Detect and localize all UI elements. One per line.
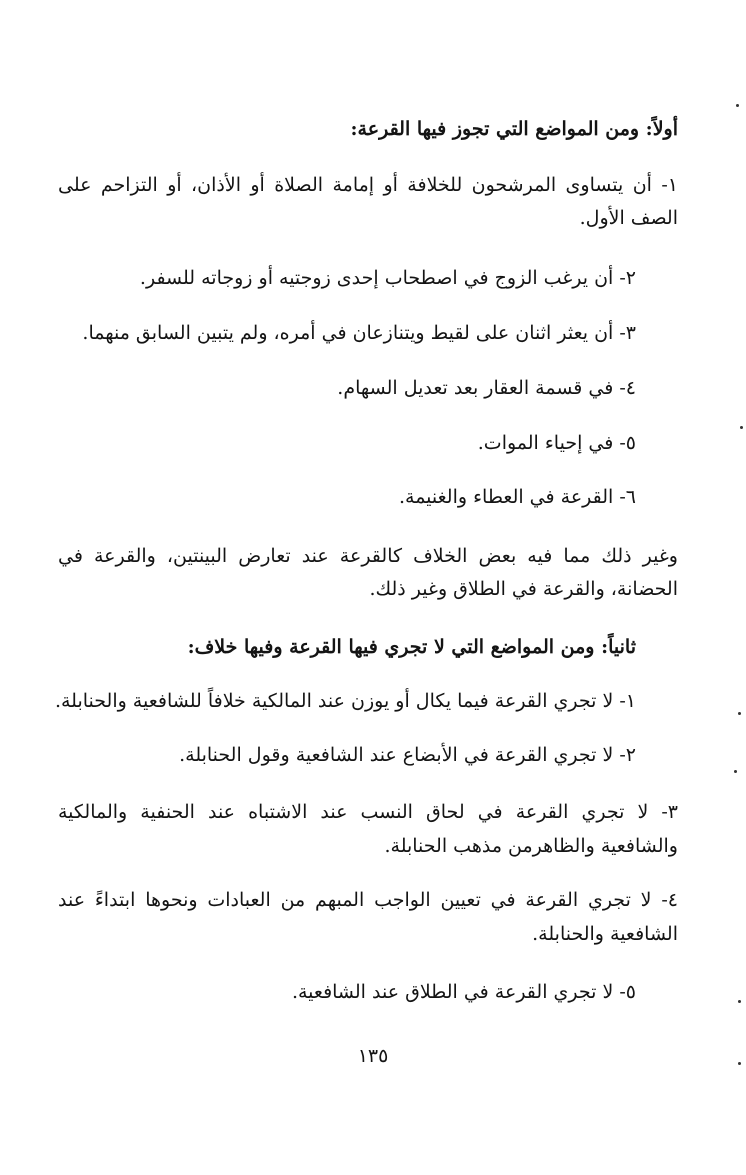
section1-item5: ٥- في إحياء الموات. <box>477 432 636 454</box>
scan-speck <box>738 1062 741 1065</box>
section1-paragraph-line2: الحضانة، والقرعة في الطلاق وغير ذلك. <box>369 578 678 600</box>
scan-speck <box>736 104 739 107</box>
page-number: ١٣٥ <box>357 1045 389 1067</box>
section2-item3-line1: ٣- لا تجري القرعة في لحاق النسب عند الاشتباه عند الحنفية والمالكية <box>58 801 678 823</box>
section1-paragraph-line1: وغير ذلك مما فيه بعض الخلاف كالقرعة عند تعارض البينتين، والقرعة في <box>58 545 678 567</box>
section1-heading: أولاً: ومن المواضع التي تجوز فيها القرعة: <box>350 118 678 140</box>
section1-item3: ٣- أن يعثر اثنان على لقيط ويتنازعان في أمره، ولم يتبين السابق منهما. <box>82 322 636 344</box>
section2-item2: ٢- لا تجري القرعة في الأبضاع عند الشافعية وقول الحنابلة. <box>179 744 636 766</box>
scan-speck <box>734 770 737 773</box>
section1-item4: ٤- في قسمة العقار بعد تعديل السهام. <box>337 377 636 399</box>
section2-item4-line1: ٤- لا تجري القرعة في تعيين الواجب المبهم من العبادات ونحوها ابتداءً عند <box>58 889 678 911</box>
section2-heading: ثانياً: ومن المواضع التي لا تجري فيها القرعة وفيها خلاف: <box>187 636 636 658</box>
scan-speck <box>738 712 741 715</box>
section1-item6: ٦- القرعة في العطاء والغنيمة. <box>398 486 636 508</box>
scan-speck <box>740 426 743 429</box>
section2-item3-line2: والشافعية والظاهرمن مذهب الحنابلة. <box>384 835 678 857</box>
section1-item1-line2: الصف الأول. <box>579 207 678 229</box>
section2-item1: ١- لا تجري القرعة فيما يكال أو يوزن عند المالكية خلافاً للشافعية والحنابلة. <box>54 690 636 712</box>
scan-speck <box>738 1000 741 1003</box>
section2-item4-line2: الشافعية والحنابلة. <box>532 923 678 945</box>
section2-item5: ٥- لا تجري القرعة في الطلاق عند الشافعية. <box>291 981 636 1003</box>
section1-item1-line1: ١- أن يتساوى المرشحون للخلافة أو إمامة الصلاة أو الأذان، أو التزاحم على <box>58 174 678 196</box>
section1-item2: ٢- أن يرغب الزوج في اصطحاب إحدى زوجتيه أو زوجاته للسفر. <box>139 267 636 289</box>
